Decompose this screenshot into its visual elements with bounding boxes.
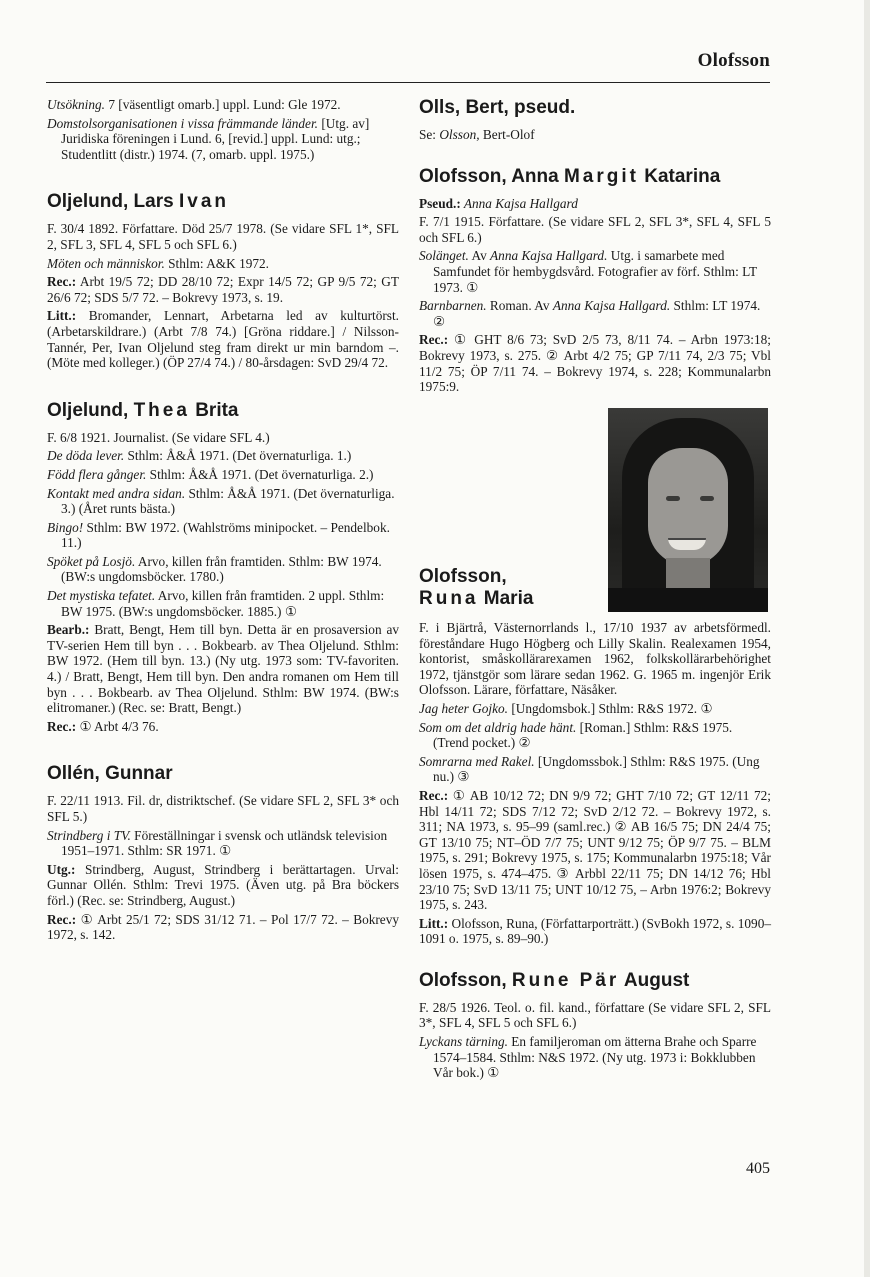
literature: Litt.: Bromander, Lennart, Arbetarna led av kulturtörst. (Arbetarskildrare.) (Arbt 7/8 74.) [Gröna riddare.] / Nilsson-Tannér, Per, Ivan Oljelund steg fram direkt ur min barndom –. (Möte med kolleger.) (ÖP 27/4 74.) / 80-årsdagen: SvD 29/4 72. [47, 308, 399, 371]
editions: Utg.: Strindberg, August, Strindberg i berättartagen. Urval: Gunnar Ollén. Sthlm: Trevi 1975. (Även utg. på Bra böckers förl.) (Rec. se: Strindberg, August.) [47, 861, 399, 908]
work-entry: Utsökning. 7 [väsentligt omarb.] uppl. Lund: Gle 1972. [47, 97, 341, 112]
work-entry: Domstolsorganisationen i vissa främmande länder. [Utg. av] Juridiska föreningen i Lund. 6, [revid.] uppl. Lund: utg.; Studentlitt (distr.) 1974. (7, omarb. uppl. 1975.) [47, 115, 370, 162]
page-edge [864, 0, 870, 1277]
entry-lars-oljelund [47, 191, 399, 370]
work-entry: Bingo! Sthlm: BW 1972. (Wahlströms minipocket. – Pendelbok. 11.) [47, 519, 390, 551]
work-entry: Strindberg i TV. Föreställningar i svensk och utländsk television 1951–1971. Sthlm: SR 1971. ① [47, 827, 388, 859]
see-reference: Se: Olsson, Bert-Olof [419, 127, 535, 142]
reviews: Rec.: Arbt 19/5 72; DD 28/10 72; Expr 14/5 72; GP 9/5 72; GT 26/6 72; SDS 5/7 72. – Bokrevy 1973, s. 19. [47, 274, 399, 305]
entry-bert-olls [419, 97, 771, 143]
bio: F. 30/4 1892. Författare. Död 25/7 1978. (Se vidare SFL 1*, SFL 2, SFL 3, SFL 4, SFL 5 och SFL 6.) [47, 221, 399, 252]
reviews: Rec.: ① GHT 8/6 73; SvD 2/5 73, 8/11 74. – Arbn 1973:18; Bokrevy 1973, s. 275. ② Arbt 4/2 75; GP 7/11 74, 2/3 75; Vbl 11/2 75; ÖP 7/11 74. – Bokrevy 1974, s. 228; Kommunalarbn 1975:9. [419, 332, 771, 395]
work-entry: Möten och människor. Sthlm: A&K 1972. [47, 255, 269, 271]
work-entry: Somrarna med Rakel. [Ungdomssbok.] Sthlm: R&S 1975. (Ung nu.) ③ [419, 753, 760, 785]
work-entry: Jag heter Gojko. [Ungdomsbok.] Sthlm: R&S 1972. ① [419, 700, 713, 716]
entry-heading-runa-olofsson: Olofsson, Runa Maria [419, 566, 534, 609]
literature: Litt.: Olofsson, Runa, (Författarporträtt.) (SvBokh 1972, s. 1090–1091 o. 1975, s. 89–90.) [419, 915, 771, 947]
continued-entry [47, 97, 399, 162]
bio: F. 28/5 1926. Teol. o. fil. kand., författare (Se vidare SFL 2, SFL 3*, SFL 4, SFL 5 och SFL 6.) [419, 999, 771, 1031]
entry-runa-olofsson [419, 620, 771, 1084]
work-entry: Kontakt med andra sidan. Sthlm: Å&Å 1971. (Det övernaturliga. 3.) (Året runts bästa.) [47, 485, 395, 517]
reviews: Rec.: ① AB 10/12 72; DN 9/9 72; GHT 7/10 72; GT 12/11 72; Hbl 14/11 72; SDS 7/12 72; SvD 2/12 72. – Bokrevy 1972, s. 311; NA 1973, s. 95–99 (saml.rec.) ② AB 16/5 75; DN 24/4 75; GT 13/10 75; NT–ÖD 7/7 75; UNT 9/12 75; ÖP 9/7 75. – BLM 1975, s. 291; Bokrevy 1975, s. 175; Kommunalarbn 1975:18; Vår lösen 1975, s. 474–475. ③ Arbbl 22/11 75; DN 14/12 76; Hbl 23/10 75; SvD 13/11 75; UNT 10/12 75, – Arbn 1976:2; Bokrevy 1975, s. 243. [419, 787, 771, 913]
work-entry: Det mystiska tefatet. Arvo, killen från framtiden. 2 uppl. Sthlm: BW 1975. (BW:s ungdomsböcker. 1885.) ① [47, 588, 385, 619]
entry-gunnar-ollen [47, 763, 399, 942]
right-column [419, 97, 771, 398]
entry-heading: Oljelund, Lars Ivan [47, 191, 230, 213]
pseudonym: Pseud.: Anna Kajsa Hallgard [419, 195, 578, 211]
work-entry: De döda lever. Sthlm: Å&Å 1971. (Det övernaturliga. 1.) [47, 448, 352, 464]
page-number: 405 [746, 1160, 770, 1177]
reviews: Rec.: ① Arbt 4/3 76. [47, 718, 159, 734]
entry-anna-olofsson [419, 166, 771, 395]
work-entry: Född flera gånger. Sthlm: Å&Å 1971. (Det övernaturliga. 2.) [47, 466, 374, 482]
entry-heading: Oljelund, Thea Brita [47, 399, 239, 421]
author-portrait-photo [608, 408, 768, 612]
work-entry: Som om det aldrig hade hänt. [Roman.] Sthlm: R&S 1975. (Trend pocket.) ② [419, 719, 733, 751]
entry-thea-oljelund [47, 400, 399, 735]
adaptations: Bearb.: Bratt, Bengt, Hem till byn. Detta är en prosaversion av TV-serien Hem till byn . . . Bokbearb. av Thea Oljelund. Sthlm: BW 1972. (Hem till byn. 13.) (Ny utg. 1973 som: TV-favoriten. 4.) / Bratt, Bengt, Hem till byn. Den andra romanen om Hem till byn . . . Bokbearb. av Thea Oljelund. Sthlm: BW 1974. (BW:s elitromaner.) (Rec. se: Bratt, Bengt.) [47, 622, 399, 716]
entry-heading: Olofsson, Anna Margit Katarina [419, 165, 721, 187]
entry-rune-olofsson [419, 970, 771, 1081]
bio: F. 22/11 1913. Fil. dr, distriktschef. (Se vidare SFL 2, SFL 3* och SFL 5.) [47, 793, 399, 824]
bio: F. i Bjärtrå, Västernorrlands l., 17/10 1937 av arbetsförmedl. föreståndare Hugo Högberg och Lilly Skalin. Realexamen 1954, kontorist, småskollärarexamen 1962, folkskollärarbehörighet 1972, tjänstgör som lärare sedan 1962. G. 1965 m. ingenjör Erik Olofsson. Lärare, författare, Näsåker. [419, 620, 771, 698]
work-entry: Spöket på Losjö. Arvo, killen från framtiden. Sthlm: BW 1974. (BW:s ungdomsböcker. 1780.) [47, 553, 382, 585]
header-rule [46, 82, 770, 83]
work-entry: Solänget. Av Anna Kajsa Hallgard. Utg. i samarbete med Samfundet för hembygdsvård. Fotografier av förf. Sthlm: LT 1973. ① [419, 248, 757, 295]
entry-heading: Ollén, Gunnar [47, 763, 173, 785]
work-entry: Barnbarnen. Roman. Av Anna Kajsa Hallgard. Sthlm: LT 1974. ② [419, 298, 761, 329]
entry-heading: Olofsson, Rune Pär August [419, 969, 690, 991]
bio: F. 7/1 1915. Författare. (Se vidare SFL 2, SFL 3*, SFL 4, SFL 5 och SFL 6.) [419, 214, 771, 245]
reviews: Rec.: ① Arbt 25/1 72; SDS 31/12 71. – Pol 17/7 72. – Bokrevy 1972, s. 142. [47, 911, 399, 943]
entry-heading: Olls, Bert, pseud. [419, 97, 576, 118]
bio: F. 6/8 1921. Journalist. (Se vidare SFL 4.) [47, 429, 270, 445]
work-entry: Lyckans tärning. En familjeroman om ätterna Brahe och Sparre 1574–1584. Sthlm: N&S 1972. (Ny utg. 1973 i: Bokklubben Vår bok.) ① [419, 1034, 757, 1081]
left-column [47, 97, 399, 946]
running-head: Olofsson [697, 50, 770, 71]
